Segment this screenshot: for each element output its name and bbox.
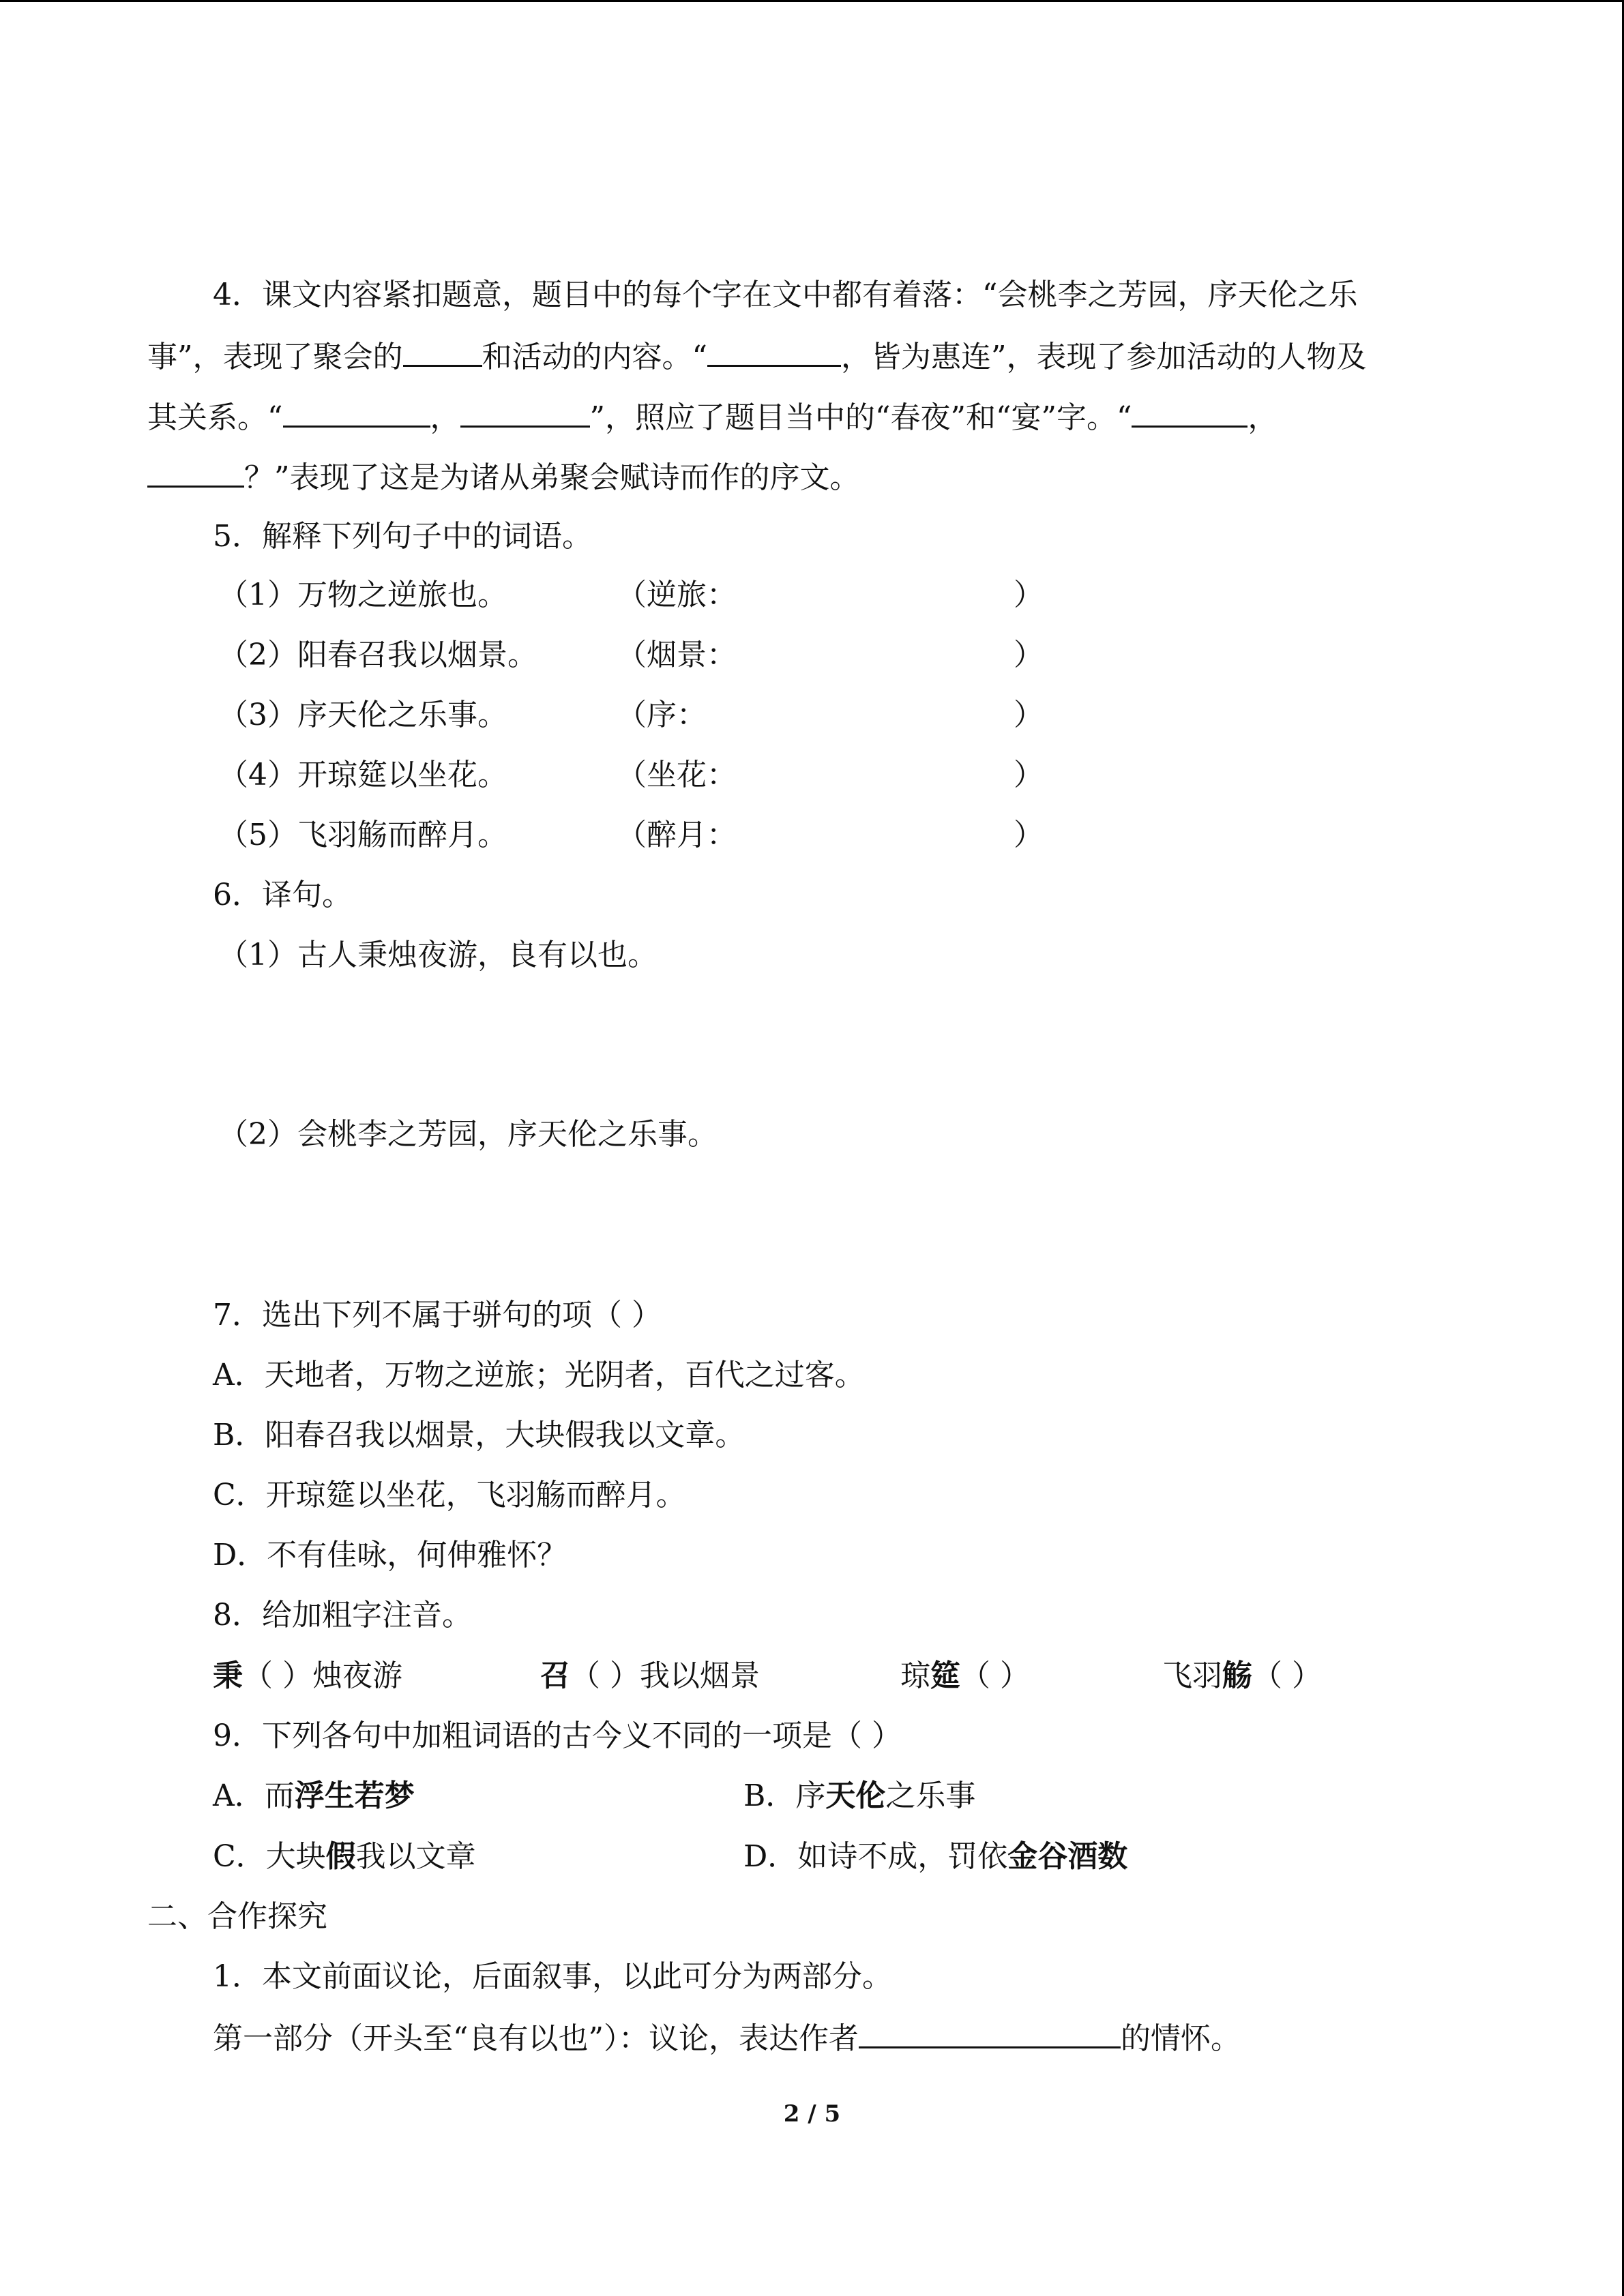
- q8-item-4: [1162, 1656, 1322, 1697]
- q4-line-3-comma-2: ，: [1247, 400, 1278, 435]
- page-border-top: [0, 0, 1624, 2]
- q8-title: 8．给加粗字注音。: [213, 1598, 472, 1632]
- q9-option-d-pre: D．如诗不成，罚依: [743, 1839, 1008, 1874]
- q9-option-d: [743, 1836, 1127, 1877]
- blank-author-sentiment[interactable]: [859, 2016, 1121, 2048]
- q5-item-1-rparen: ）: [1014, 578, 1044, 612]
- blank-poem-1[interactable]: [1132, 396, 1247, 428]
- blank-gathering-time[interactable]: [403, 335, 482, 367]
- q8-item-1-rest: （ ）烛夜游: [243, 1658, 402, 1693]
- q4-line-3-text-c: ”，照应了题目当中的“春夜”和“宴”字。“: [589, 400, 1132, 435]
- q4-line-4: [147, 456, 860, 496]
- q4-line-3-comma-1: ，: [430, 400, 460, 435]
- q9-option-a-bold: 浮生若梦: [294, 1778, 415, 1813]
- q5-item-4-rparen: ）: [1014, 758, 1044, 792]
- q4-line-2-text-c: ，皆为惠连”，表现了参加活动的人物及: [841, 340, 1367, 374]
- q8-item-4-rest: （ ）: [1252, 1658, 1322, 1693]
- q9-option-c-pre: C．大块: [213, 1839, 326, 1874]
- section-2-q1: 1．本文前面议论，后面叙事，以此可分为两部分。: [213, 1959, 892, 1994]
- q5-item-5-term: （醉月：: [617, 818, 737, 852]
- q9-option-a: [213, 1776, 415, 1817]
- q4-line-4-text: ？”表现了这是为诸从弟聚会赋诗而作的序文。: [244, 460, 860, 495]
- q4-line-2: [147, 335, 1367, 376]
- q8-item-2-bold: 召: [540, 1658, 570, 1693]
- q5-item-3-sentence: （3）序天伦之乐事。: [218, 698, 507, 732]
- q5-item-4-term: （坐花：: [617, 758, 737, 792]
- section-2-part-1-text-b: 的情怀。: [1121, 2021, 1241, 2056]
- q9-option-c-post: 我以文章: [355, 1839, 476, 1874]
- q8-item-2: [540, 1656, 760, 1697]
- q5-item-1-term: （逆旅：: [617, 578, 737, 612]
- q5-item-1-sentence: （1）万物之逆旅也。: [218, 578, 507, 612]
- section-2-part-1-text-a: 第一部分（开头至“良有以也”）：议论，表达作者: [213, 2021, 859, 2056]
- q9-option-a-pre: A．而: [213, 1778, 295, 1813]
- q8-item-3-rest: （ ）: [960, 1658, 1030, 1693]
- q4-line-2-text-a: 事”，表现了聚会的: [147, 340, 403, 374]
- q7-option-a: A．天地者，万物之逆旅；光阴者，百代之过客。: [213, 1358, 865, 1392]
- q9-option-b-post: 之乐事: [885, 1778, 976, 1813]
- q5-item-3-rparen: ）: [1014, 698, 1044, 732]
- q7-option-b: B．阳春召我以烟景，大块假我以文章。: [213, 1418, 745, 1452]
- blank-participants[interactable]: [707, 335, 841, 367]
- page-number: 2 / 5: [783, 2100, 841, 2128]
- q8-item-4-pre: 飞羽: [1162, 1658, 1222, 1693]
- q7-option-c: C．开琼筵以坐花，飞羽觞而醉月。: [213, 1478, 686, 1512]
- q9-option-b-pre: B．序: [743, 1778, 826, 1813]
- q7-title: 7．选出下列不属于骈句的项（ ）: [213, 1298, 662, 1332]
- blank-spring-night-1[interactable]: [283, 396, 430, 428]
- q7-option-d: D．不有佳咏，何伸雅怀？: [213, 1538, 567, 1572]
- section-2-part-1: [213, 2016, 1241, 2057]
- q4-line-3-text-a: 其关系。“: [147, 400, 283, 435]
- q9-option-b-bold: 天伦: [825, 1778, 886, 1813]
- q5-item-5-sentence: （5）飞羽觞而醉月。: [218, 818, 507, 852]
- q5-item-2-term: （烟景：: [617, 638, 737, 672]
- q8-item-1: [213, 1656, 402, 1697]
- section-2-title: 二、合作探究: [147, 1899, 327, 1934]
- q5-item-2-sentence: （2）阳春召我以烟景。: [218, 638, 537, 672]
- q5-item-4-sentence: （4）开琼筵以坐花。: [218, 758, 507, 792]
- blank-spring-night-2[interactable]: [460, 396, 590, 428]
- q6-title: 6．译句。: [213, 878, 352, 912]
- q5-item-2-rparen: ）: [1014, 638, 1044, 672]
- q8-item-4-bold: 觞: [1222, 1658, 1252, 1693]
- q9-option-c: [213, 1836, 476, 1877]
- q8-item-2-rest: （ ）我以烟景: [570, 1658, 760, 1693]
- q9-option-d-bold: 金谷酒数: [1007, 1839, 1128, 1874]
- q6-sentence-1: （1）古人秉烛夜游，良有以也。: [218, 938, 658, 972]
- q4-line-2-text-b: 和活动的内容。“: [482, 340, 707, 374]
- q8-item-3-pre: 琼: [900, 1658, 930, 1693]
- q6-sentence-2: （2）会桃李之芳园，序天伦之乐事。: [218, 1117, 718, 1152]
- q8-item-3-bold: 筵: [930, 1658, 960, 1693]
- q5-item-3-term: （序：: [617, 698, 707, 732]
- q9-option-b: [743, 1776, 975, 1817]
- q9-title: 9．下列各句中加粗词语的古今义不同的一项是（ ）: [213, 1718, 902, 1753]
- blank-poem-2[interactable]: [147, 456, 244, 488]
- q8-item-1-bold: 秉: [213, 1658, 243, 1693]
- q5-item-5-rparen: ）: [1014, 818, 1044, 852]
- q4-line-3: [147, 396, 1278, 436]
- q8-item-3: [900, 1656, 1030, 1697]
- q4-line-1: 4．课文内容紧扣题意，题目中的每个字在文中都有着落：“会桃李之芳园，序天伦之乐: [213, 278, 1358, 312]
- q9-option-c-bold: 假: [325, 1839, 356, 1874]
- q5-title: 5．解释下列句子中的词语。: [213, 519, 592, 554]
